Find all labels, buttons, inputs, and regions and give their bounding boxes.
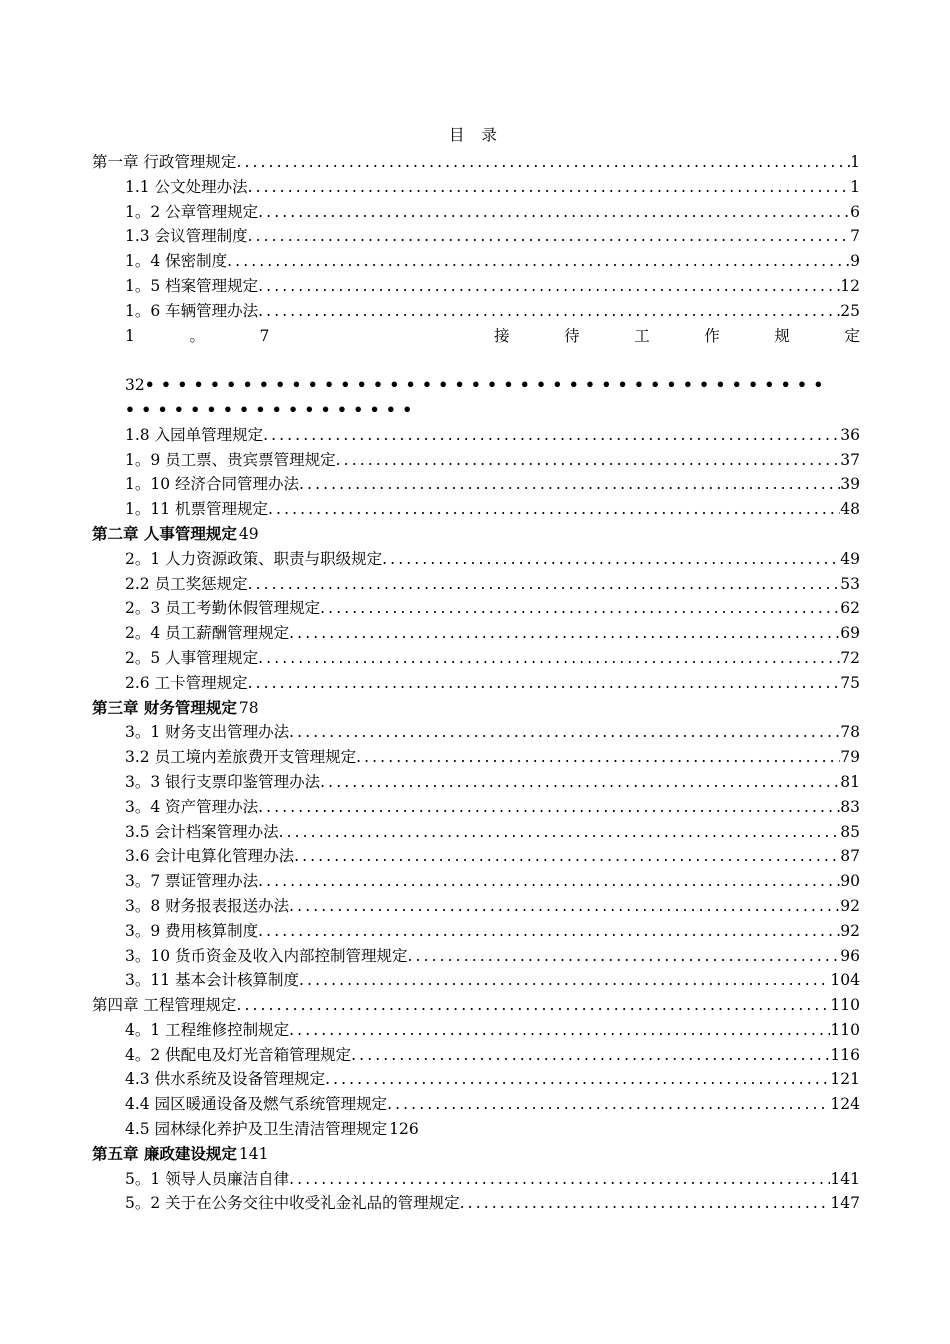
toc-entry-chapter-3[interactable] [92,696,860,721]
toc-page-number: 49 [840,549,860,568]
toc-page-number: 121 [830,1070,860,1089]
toc-page-number: 49 [238,524,259,543]
toc-entry-label: 1。10 经济合同管理办法 [125,475,300,494]
toc-page-number: 53 [840,574,860,593]
toc-page-number: 110 [830,1020,860,1039]
bullet-leader: •••••••••••••••••••••••••••••••••••••••••• [144,375,830,395]
toc-entry[interactable] [92,497,860,522]
toc-entry-chapter-5[interactable] [92,1142,860,1167]
toc-entry-label: 2。1 人力资源政策、职责与职级规定 [125,549,383,568]
toc-entry-label: 3。9 费用核算制度 [125,921,259,940]
toc-page-number: 92 [840,896,860,915]
dot-leader [248,175,851,200]
toc-entry-label: 3。10 货币资金及收入内部控制管理规定 [125,946,408,965]
toc-page-number: 79 [840,748,860,767]
dot-leader [289,1167,830,1192]
toc-entry[interactable] [92,596,860,621]
dot-leader [387,1092,830,1117]
toc-page-number: 37 [840,450,860,469]
toc-page-number: 87 [840,847,860,866]
toc-entry[interactable] [92,968,860,993]
dot-leader [236,993,830,1018]
toc-page-number: 72 [840,648,860,667]
table-of-contents [92,120,860,1216]
toc-entry[interactable] [92,1043,860,1068]
dot-leader [289,720,840,745]
toc-page-number: 116 [830,1045,860,1064]
toc-page-number: 104 [830,971,860,990]
toc-entry-label: 4.5 园林绿化养护及卫生清洁管理规定 [125,1120,388,1139]
toc-entry[interactable] [92,1067,860,1092]
toc-entry[interactable] [92,795,860,820]
dot-leader [248,224,851,249]
toc-page-number: 1 [850,177,860,196]
toc-page-number: 39 [840,475,860,494]
toc-entry-chapter-2[interactable] [92,522,860,547]
toc-entry[interactable] [92,1117,860,1142]
toc-entry-label: 1。5 档案管理规定 [125,276,259,295]
toc-page-number: 25 [840,301,860,320]
toc-page-number: 110 [830,996,860,1015]
spread-char: 接 [494,326,510,345]
dot-leader [258,646,840,671]
dot-leader [258,200,850,225]
toc-entry[interactable] [92,175,860,200]
toc-entry[interactable] [92,844,860,869]
toc-entry-label: 1。2 公章管理规定 [125,202,259,221]
dot-leader [279,820,841,845]
toc-entry-label: 5。1 领导人员廉洁自律 [125,1169,290,1188]
toc-entry-label: 3。4 资产管理办法 [125,797,259,816]
toc-page-number: 81 [840,772,860,791]
toc-page-number: 96 [840,946,860,965]
toc-entry[interactable] [92,1191,860,1216]
toc-page-number: 36 [840,425,860,444]
toc-entry-label: 3。8 财务报表报送办法 [125,896,290,915]
toc-page-number: 78 [238,698,259,717]
toc-entry-label: 1.8 入园单管理规定 [125,425,264,444]
spread-char: 1 [125,326,135,345]
dot-leader [408,944,841,969]
toc-page-number: 141 [238,1144,269,1163]
toc-page-number: 85 [840,822,860,841]
dot-leader [460,1191,831,1216]
toc-page-number: 83 [840,797,860,816]
toc-entry-label: 第二章 人事管理规定 [92,523,237,543]
blank-line [92,348,860,373]
dot-leader [356,745,840,770]
toc-entry[interactable] [92,249,860,274]
toc-entry-label: 第一章 行政管理规定 [92,153,237,171]
toc-entry[interactable] [92,671,860,696]
toc-entry-label: 2。3 员工考勤休假管理规定 [125,599,321,618]
spread-char: 规 [774,326,790,345]
toc-entry[interactable] [92,770,860,795]
toc-entry-justified[interactable] [92,324,860,349]
toc-page-number: 141 [830,1169,860,1188]
toc-entry[interactable] [92,200,860,225]
dot-leader [258,869,840,894]
spread-char: 待 [564,326,580,345]
toc-entry-label: 4.4 园区暖通设备及燃气系统管理规定 [125,1095,388,1114]
toc-entry-label: 4。2 供配电及灯光音箱管理规定 [125,1045,352,1064]
dot-leader [289,894,840,919]
toc-entry[interactable] [92,274,860,299]
dot-leader [258,919,840,944]
toc-entry[interactable] [92,423,860,448]
toc-entry[interactable] [92,820,860,845]
toc-page-number: 48 [840,500,860,519]
toc-page-number: 6 [850,202,860,221]
dot-leader [268,497,840,522]
toc-entry[interactable] [92,572,860,597]
dot-leader [325,1067,830,1092]
toc-entry[interactable] [92,224,860,249]
toc-entry-label: 2。4 员工薪酬管理规定 [125,624,290,643]
toc-page-number: 7 [850,227,860,246]
dot-leader [289,621,840,646]
bullet-leader-line [92,373,860,398]
dot-leader [248,572,841,597]
toc-entry-label: 第四章 工程管理规定 [92,996,237,1015]
toc-entry[interactable] [92,894,860,919]
toc-entry-label: 3.5 会计档案管理办法 [125,822,279,841]
toc-page-number: 69 [840,624,860,643]
toc-entry-label: 2.6 工卡管理规定 [125,673,248,692]
dot-leader [294,844,840,869]
dot-leader [299,472,840,497]
dot-leader [258,299,840,324]
dot-leader [320,770,840,795]
toc-entry[interactable] [92,1092,860,1117]
toc-entry-chapter-4[interactable] [92,993,860,1018]
toc-page-number: 90 [840,872,860,891]
toc-page-number: 126 [389,1120,419,1139]
toc-entry-chapter-1[interactable] [92,150,860,175]
spread-char: 。 [189,326,205,345]
toc-entry[interactable] [92,299,860,324]
toc-entry-label: 3。7 票证管理办法 [125,872,259,891]
dot-leader [227,249,850,274]
toc-page-number: 75 [840,673,860,692]
toc-entry-label: 3.6 会计电算化管理办法 [125,847,295,866]
toc-page-number: 124 [830,1095,860,1114]
toc-entry[interactable] [92,944,860,969]
toc-entry[interactable] [92,869,860,894]
toc-entry[interactable] [92,720,860,745]
spread-char: 作 [704,326,720,345]
dot-leader [320,596,840,621]
toc-page-number: 12 [840,276,860,295]
dot-leader [336,448,841,473]
toc-page-number: 147 [830,1194,860,1213]
spread-char: 7 [259,326,270,345]
dot-leader [258,274,840,299]
dot-leader [236,150,850,175]
toc-page-number: 1 [850,153,860,171]
bullet-leader-line: •••••••••••••••••• [125,399,419,419]
dot-leader [258,795,840,820]
spread-char: 工 [634,326,650,345]
toc-entry[interactable] [92,1167,860,1192]
toc-entry[interactable] [92,448,860,473]
dot-leader [382,547,840,572]
toc-title: 目 录 [449,126,503,144]
dot-leader [299,968,830,993]
toc-entry-label: 3。1 财务支出管理办法 [125,723,290,742]
toc-entry-label: 第五章 廉政建设规定 [92,1143,237,1163]
toc-entry-label: 1。4 保密制度 [125,252,228,271]
spread-char: 定 [844,326,860,345]
toc-entry-label: 4.3 供水系统及设备管理规定 [125,1070,326,1089]
toc-page-number: 9 [850,252,860,271]
toc-entry[interactable] [92,919,860,944]
toc-entry-label: 1。9 员工票、贵宾票管理规定 [125,450,336,469]
toc-page-number: 92 [840,921,860,940]
toc-entry-label: 2。5 人事管理规定 [125,648,259,667]
dot-leader [263,423,840,448]
toc-entry-label: 2.2 员工奖惩规定 [125,574,248,593]
toc-page-number: 32 [125,376,145,395]
toc-entry-label: 3.2 员工境内差旅费开支管理规定 [125,748,357,767]
toc-entry-label: 第三章 财务管理规定 [92,697,237,717]
toc-entry-label: 1.1 公文处理办法 [125,177,248,196]
toc-entry[interactable] [92,646,860,671]
toc-page-number: 78 [840,723,860,742]
toc-entry[interactable] [92,621,860,646]
toc-entry-label: 5。2 关于在公务交往中收受礼金礼品的管理规定 [125,1194,460,1213]
toc-entry-label: 1.3 会议管理制度 [125,227,248,246]
toc-entry[interactable] [92,745,860,770]
toc-entry-label: 1。6 车辆管理办法 [125,301,259,320]
dot-leader [351,1043,830,1068]
dot-leader [248,671,841,696]
dot-leader [289,1018,830,1043]
toc-entry[interactable] [92,547,860,572]
toc-entry-label: 1。11 机票管理规定 [125,500,269,519]
toc-page-number: 62 [840,599,860,618]
toc-entry-label: 3。11 基本会计核算制度 [125,971,300,990]
toc-entry-label: 3。3 银行支票印鉴管理办法 [125,772,321,791]
toc-entry[interactable] [92,1018,860,1043]
toc-entry-label: 4。1 工程维修控制规定 [125,1020,290,1039]
toc-entry[interactable] [92,472,860,497]
